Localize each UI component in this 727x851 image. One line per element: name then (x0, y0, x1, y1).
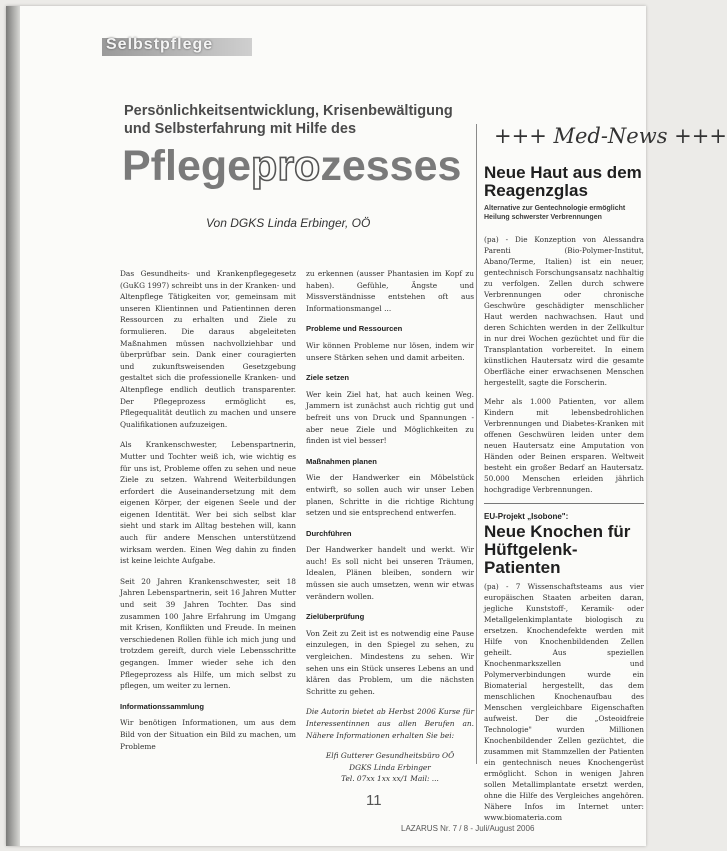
sidebar-rule (484, 503, 644, 504)
paragraph: Mehr als 1.000 Patienten, vor allem Kindern mit lebensbedrohlichen Verbrennungen und Diabetes-Kranken mit offenen Geschwüren leiden unter dem neuen Hautersatz eine Amputation von Händen oder Beinen ersparen. Weltweit besteht ein großer Bedarf an Hautersatz. 50.000 Menschen erleiden jährlich hochgradige Verbrennungen. (484, 397, 644, 494)
subheading: Zielüberprüfung (306, 612, 365, 622)
author-note: Die Autorin bietet ab Herbst 2006 Kurse für Interessentinnen aus allen Berufen an. Nähere Informationen erhalten Sie bei: (306, 707, 474, 740)
magazine-page (6, 6, 727, 846)
article-byline: Von DGKS Linda Erbinger, OÖ (206, 216, 371, 230)
paragraph: Wir können Probleme nur lösen, indem wir unsere Stärken sehen und damit arbeiten. (306, 340, 474, 362)
paragraph: Von Zeit zu Zeit ist es notwendig eine Pause einzulegen, in den Spiegel zu sehen, zu vergleichen. Mindestens zu sehen. Wir sehen uns ein Stück unseres Lebens an und klären das Problem, um die nächsten Schritte zu gehen. (306, 628, 474, 696)
news-headline: Neue Haut aus dem Reagenzglas (484, 163, 642, 200)
paragraph: Das Gesundheits- und Krankenpflegegesetz (GuKG 1997) schreibt uns in der Kranken- und Altenpflege Tätigkeiten vor, gemeinsam mit unseren Klientinnen und Patientinnen deren Ressourcen zu erhalten und Ziele zu formulieren. Die daraus abgeleiteten Maßnahmen müssen nachvollziehbar und überprüfbar sein. Dank einer couragierten und zukunftsweisenden Gesetzgebung gestaltet sich die professionelle Kranken- und Altenpflege endlich deutlich transparenter. Der Pflegeprozess ermöglicht es, Pflegequalität deutlich zu machen und unsere Qualifikationen aufzuzeigen. (120, 269, 296, 429)
news-subheadline: Alternative zur Gentechnologie ermöglicht Heilung schwerster Verbrennungen (484, 205, 626, 221)
contact-line: DGKS Linda Erbinger (349, 762, 431, 772)
paragraph: Als Krankenschwester, Lebenspartnerin, Mutter und Tochter weiß ich, wie wichtig es für uns ist, Probleme offen zu sehen und neue Ziele zu setzen. Wahrend Weiterbildungen erfordert die Auseinandersetzung mit dem eigenen Körper, der eigenen Seele und der eigenen Identität. Wer bei sich selbst klar sieht und stark im Alltag bestehen will, kann auch für andere Menschen unterstützend wirksam werden. Einen Weg dahin zu finden ist keine leichte Aufgabe. (120, 440, 296, 566)
paragraph: Wie der Handwerker ein Möbelstück entwirft, so sollen auch wir unser Leben planen, Schritte in die richtige Richtung setzen und sie entsprechend entwerfen. (306, 473, 474, 518)
article-column-1 (120, 268, 296, 761)
headline-part2: pro (251, 142, 321, 190)
paragraph: Seit 20 Jahren Krankenschwester, seit 18 Jahren Lebenspartnerin, seit 16 Jahren Mutter und seit 39 Jahren Tochter. Das sind zusammen 100 Jahre Erfahrung im Umgang mit Krisen, Konflikten und Freude. In meinen verschiedenen Rollen fühle ich mich jung und trotzdem gereift, durch viele Lebensschritte gegangen. Immer wieder sehe ich den Pflegeprozess als Hilfe, um mich selbst zu pflegen, um weiter zu lernen. (120, 576, 296, 691)
headline-part3: zesses (320, 142, 462, 190)
article-headline (122, 142, 461, 191)
column-divider (476, 124, 477, 764)
news-kicker: EU-Projekt „Isobone": (484, 512, 569, 521)
page-spine-shadow (6, 6, 20, 846)
article-kicker: Persönlichkeitsentwicklung, Krisenbewältigung und Selbsterfahrung mit Hilfe des (124, 103, 453, 137)
paragraph: (pa) - Die Konzeption von Alessandra Parenti (Bio-Polymer-Institut, Abano/Terme, Italien) ist ein neuer, gentechnisch Forschungsansatz nachhaltig zu verfolgen. Zellen durch schwere Verbrennungen oder chronische Geschwüre geschädigter menschlicher Haut werden nachwachsen. Haut und deren Schichten werden in der Zellkultur in nur drei Wochen gezüchtet und für die Transplantation vorbereitet. In einem künstlichen Hautersatz wird die gesamte Oberfläche einer erwachsenen Menschen hergestellt, sagte die Forscherin. (484, 235, 644, 387)
paragraph: Wer kein Ziel hat, hat auch keinen Weg. Jammern ist zunächst auch richtig gut und befreit uns von Druck und Spannungen - aber neue Ziele und Möglichkeiten zu finden ist viel besser! (306, 389, 474, 446)
paragraph: Wir benötigen Informationen, um aus dem Bild von der Situation ein Bild zu machen, um Probleme (120, 718, 296, 751)
subheading: Ziele setzen (306, 373, 350, 383)
subheading: Informationssammlung (120, 701, 204, 711)
med-news-sidebar (484, 164, 644, 831)
paragraph: zu erkennen (ausser Phantasien im Kopf zu haben). Gefühle, Ängste und Missverständnisse entstehen oft aus Informationsmangel ... (306, 269, 474, 313)
paragraph: (pa) - 7 Wissenschaftsteams aus vier europäischen Staaten arbeiten daran, jegliche Kunststoff-, Keramik- oder Metallgelenkimplantate biologisch zu ersetzen. Knochendefekte werden mit Hilfe von Knochenbildenden Zellen geheilt. Aus speziellen Knochenmarkszellen und Polymerverbindungen wurde ein Biomaterial hergestellt, das dem menschlichen Knochenaufbau des Menschen vergleichbare Eigenschaften aufweist. Der die „Osteoidfreie Technologie" wurden Millionen Knochenbildender Zellen gezüchtet, die zusammen mit Stammzellen der Patienten ein gentechnisch neues Knochengerüst ermöglicht. Schon in wenigen Jahren sollen Metallimplantate ersetzt werden, ohne die Hilfe des Vergleiches angehören. Nähere Infos im Internet unter: www.biomateria.com (484, 582, 644, 822)
subheading: Probleme und Ressourcen (306, 324, 403, 334)
contact-line: Elfi Gutterer Gesundheitsbüro OÖ (325, 751, 455, 761)
page-number: 11 (366, 792, 382, 809)
news-headline: Neue Knochen für Hüftgelenk-Patienten (484, 522, 631, 577)
section-label: Selbstpflege (106, 36, 214, 53)
subheading: Maßnahmen planen (306, 456, 377, 466)
article-column-2 (306, 268, 474, 785)
headline-part1: Pflege (122, 142, 252, 190)
subheading: Durchführen (306, 528, 352, 538)
med-news-title: +++ Med-News +++ (494, 124, 727, 148)
paragraph: Der Handwerker handelt und werkt. Wir auch! Es soll nicht bei unseren Träumen, Idealen, Plänen bleiben, sondern wir müssen sie auch umsetzen, wenn wir etwas verändern wollen. (306, 545, 474, 601)
contact-line: Tel. 07xx 1xx xx/1 Mail: ... (341, 774, 439, 784)
page-footer: LAZARUS Nr. 7 / 8 - Juli/August 2006 (401, 824, 535, 833)
